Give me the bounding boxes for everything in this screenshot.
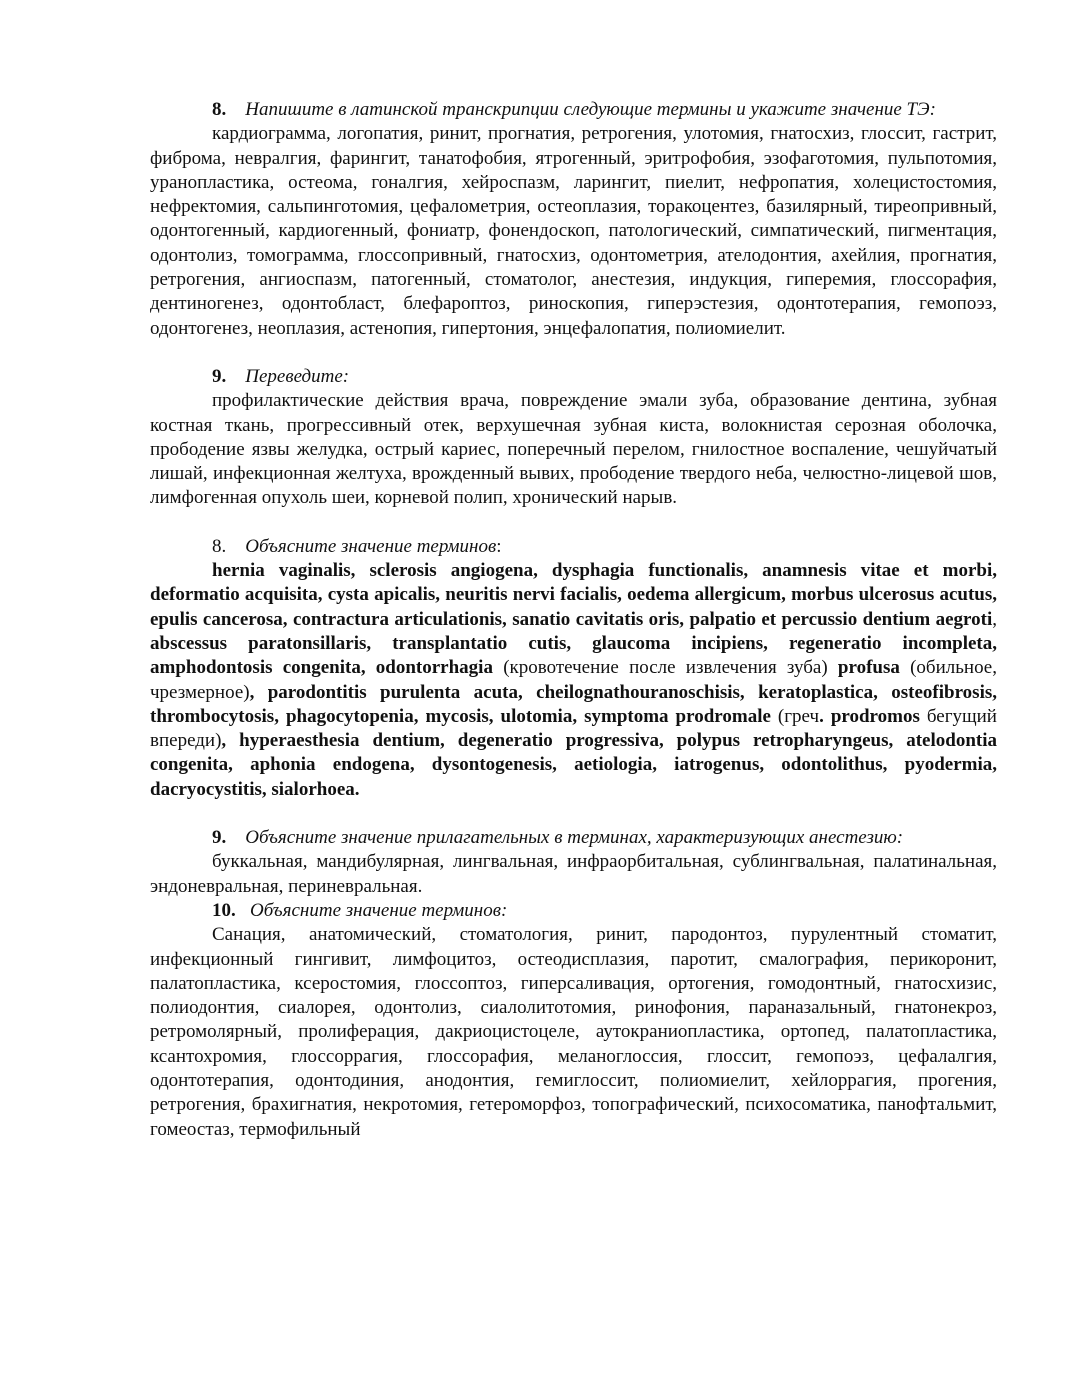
section-title: Объясните значение терминов: — [250, 899, 508, 921]
section-terms-meaning — [150, 899, 997, 1142]
gloss-run: (греч — [770, 705, 820, 727]
latin-term-run: . prodromos — [819, 705, 920, 727]
section-heading — [150, 365, 997, 389]
section-number: 8 — [212, 535, 222, 557]
section-anesthesia — [150, 826, 997, 899]
section-title-separator: : — [496, 535, 502, 557]
section-heading — [150, 98, 997, 122]
section-heading — [150, 535, 997, 559]
section-heading — [150, 826, 997, 850]
latin-term-run: , parodontitis purulenta acuta, cheilognathouranoschisis, keratoplastica, osteofibrosis, thrombocytosis, phagocytopenia, mycosis, ulotomia, symptoma prodromale — [150, 681, 997, 727]
section-number: 8. — [212, 99, 227, 120]
section-number: 10. — [212, 899, 236, 921]
section-text: кардиограмма, логопатия, ринит, прогнатия, ретрогения, улотомия, гнатосхиз, глоссит, гастрит, фиброма, невралгия, фарингит, танатофобия, ятрогенный, эритрофобия, эзофаготомия, пульпотомия, уранопластика, остеома, гоналгия, хейроспазм, ларингит, пиелит, нефропатия, холецистостомия, нефректомия, сальпинготомия, цефалометрия, остеоплазия, торакоцентез, базилярный, тиреопривный, одонтогенный, кардиогенный, фониатр, фонендоскоп, патологический, симпатический, пигментация, одонтолиз, томограмма, глоссопривный, гнатосхиз, одонтометрия, ателодонтия, ахейлия, прогнатия, ретрогения, ангиоспазм, патогенный, стоматолог, анестезия, индукция, гиперемия, глоссорафия, дентиногенез, одонтобласт, блефароптоз, риноскопия, гиперэстезия, одонтотерапия, гемопоэз, одонтогенез, неоплазия, астенопия, гипертония, энцефалопатия, полиомиелит. — [150, 123, 997, 339]
latin-term-run: profusa — [837, 657, 900, 679]
section-title: Переведите: — [245, 365, 350, 387]
section-number: 9. — [212, 365, 227, 387]
gloss-run: (кровотечение после извлечения зуба) — [492, 657, 838, 679]
gloss-run: (обильное, чрезмерное) — [150, 657, 997, 703]
section-translate — [150, 365, 997, 511]
section-transcription — [150, 98, 997, 341]
section-latin-terms — [150, 535, 997, 802]
spacer — [150, 341, 997, 365]
gloss-run: , — [992, 608, 997, 630]
section-number: 9. — [212, 827, 227, 849]
latin-term-run: abscessus paratonsillaris, transplantatio cutis, glaucoma incipiens, regeneratio incompleta, amphodontosis congenita, odontorrhagia — [150, 632, 997, 679]
document-page — [150, 98, 997, 1142]
section-heading — [150, 899, 997, 923]
gloss-run: бегущий впереди) — [150, 705, 997, 752]
spacer — [150, 802, 997, 826]
latin-terms-paragraph — [150, 559, 997, 802]
section-text: профилактические действия врача, повреждение эмали зуба, образование дентина, зубная костная ткань, прогрессивный отек, верхушечная зубная киста, волокнистая серозная оболочка, прободение язвы желудка, острый кариес, поперечный перелом, гнилостное воспаление, чешуйчатый лишай, инфекционная желтуха, врожденный вывих, прободение твердого неба, челюстно-лицевой шов, лимфогенная опухоль шеи, корневой полип, хронический нарыв. — [150, 390, 997, 509]
spacer — [150, 511, 997, 535]
latin-term-run: hernia vaginalis, sclerosis angiogena, dysphagia functionalis, anamnesis vitae et morbi, deformatio acquisita, cysta apicalis, neuritis nervi facialis, oedema allergicum, morbus ulcerosus acutus, epulis cancerosa, contractura articulationis, sanatio cavitatis oris, palpatio et percussio dentium aegroti — [150, 560, 997, 630]
section-text: Санация, анатомический, стоматология, ринит, пародонтоз, пурулентный стоматит, инфекционный гингивит, лимфоцитоз, остеодисплазия, паротит, смалография, перикоронит, палатопластика, ксеростомия, глоссоптоз, гиперсаливация, ортогения, гомодонтный, гнатосхизис, полиодонтия, сиалорея, одонтолиз, сиалолитотомия, ринофония, параназальный, гнатонекроз, ретромолярный, пролиферация, дакриоцистоцеле, аутокраниопластика, ортопед, палатопластика, ксантохромия, глоссоррагия, глоссорафия, меланоглоссия, глоссит, гемопоэз, цефалалгия, одонтотерапия, одонтодиния, анодонтия, гемиглоссит, полиомиелит, хейлоррагия, прогения, ретрогения, брахигнатия, некротомия, гетероморфоз, топографический, психосоматика, панофтальмит, гомеостаз, термофильный — [150, 924, 997, 1140]
section-title: Объясните значение терминов — [245, 535, 497, 557]
section-text: буккальная, мандибулярная, лингвальная, инфраорбитальная, сублингвальная, палатинальная, эндоневральная, периневральная. — [150, 851, 997, 897]
latin-term-run: , hyperaesthesia dentium, degeneratio progressiva, polypus retropharyngeus, atelodontia congenita, aphonia endogena, dysontogenesis, aetiologia, iatrogenus, odontolithus, pyodermia, dacryocystitis, sialorhoea. — [150, 730, 997, 800]
section-number-separator: . — [221, 535, 227, 557]
section-title: Объясните значение прилагательных в терминах, характеризующих анестезию: — [245, 827, 904, 849]
section-title: Напишите в латинской транскрипции следующие термины и укажите значение ТЭ: — [245, 99, 936, 120]
